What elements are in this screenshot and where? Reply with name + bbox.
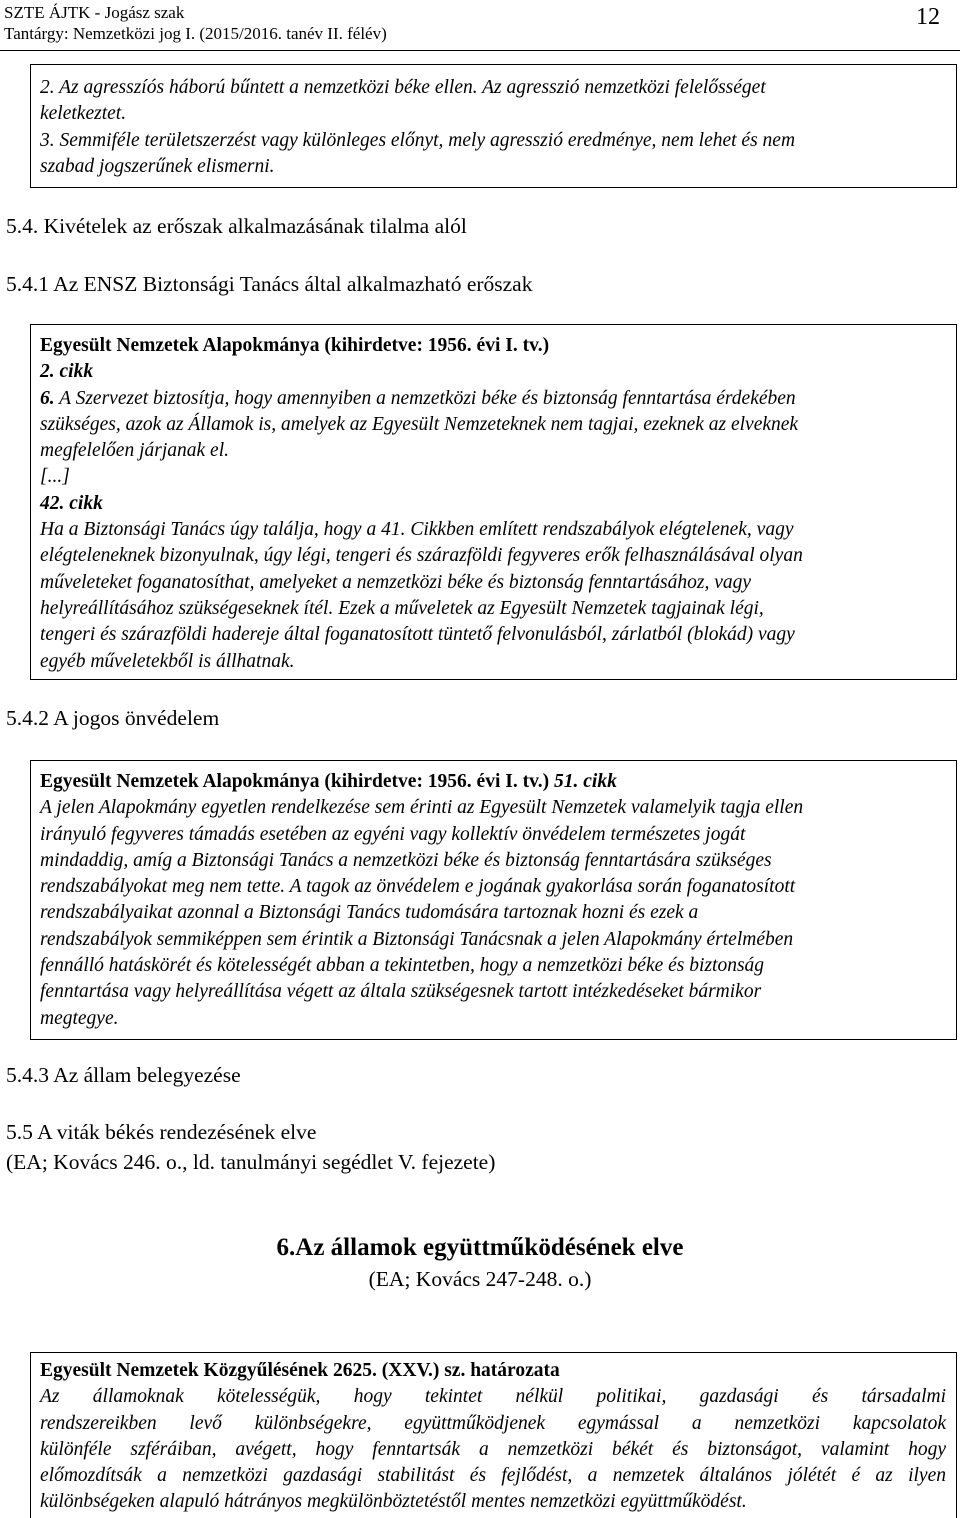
charter-title: Egyesült Nemzetek Alapokmánya (kihirdetve: 1956. évi I. tv.): [40, 771, 550, 792]
charter-title-line: [40, 769, 946, 795]
box-line: A Szervezet biztosítja, hogy amennyiben a nemzetközi béke és biztonság fenntartása érdekében: [54, 387, 796, 409]
quote-box-ga-resolution-2625: [30, 1352, 957, 1518]
article-42-text: [40, 517, 946, 675]
chapter-6-reference: (EA; Kovács 247-248. o.): [368, 1267, 592, 1291]
article-2-para-6: [40, 386, 946, 465]
box-line: megtegye.: [40, 1007, 119, 1029]
para-number: 6.: [40, 387, 55, 409]
article-51-text: [40, 795, 946, 1032]
box-line: szükséges, azok az Államok is, amelyek az Egyesült Nemzeteknek nem tagjai, ezeknek az elveknek: [40, 413, 799, 435]
article-51-label: 51. cikk: [554, 771, 617, 792]
box-line: különféle szféráiban, avégett, hogy fenntartsák a nemzetközi békét és biztonságot, valamint hogy: [40, 1438, 946, 1460]
box-line: egyéb műveletekből is állhatnak.: [40, 650, 295, 672]
box-line: megfelelően járjanak el.: [40, 440, 229, 462]
box-line: A jelen Alapokmány egyetlen rendelkezése sem érinti az Egyesült Nemzetek valamelyik tagja ellen: [40, 797, 804, 819]
box-line: tengeri és szárazföldi hadereje által foganatosított tüntető felvonulásból, zárlatból (blokád) vagy: [40, 624, 795, 646]
box-line: különbségeken alapuló hátrányos megkülönböztetéstől mentes nemzetközi együttműködést.: [40, 1491, 747, 1513]
box-line: irányuló fegyveres támadás esetében az egyéni vagy kollektív önvédelem természetes jogát: [40, 823, 746, 845]
resolution-text: [40, 1384, 946, 1515]
section-heading-5-4-2: 5.4.2 A jogos önvédelem: [6, 706, 220, 730]
box-line: szabad jogszerűnek elismerni.: [40, 155, 275, 177]
header-divider: [0, 50, 960, 51]
ellipsis: [...]: [40, 466, 70, 488]
box-line: előmozdítsák a nemzetközi gazdasági stabilitást és fejlődést, a nemzetek általános jólétét é az ilyen: [40, 1465, 946, 1487]
box-line: elégteleneknek bizonyulnak, úgy légi, tengeri és szárazföldi fegyveres erők felhasználásával olyan: [40, 545, 803, 567]
box-line: rendszabályokat meg nem tette. A tagok az önvédelem e jogának gyakorlása során foganatosított: [40, 876, 796, 898]
quote-box-un-charter-article-51: [30, 760, 957, 1040]
box-line: fennálló hatáskörét és kötelességét abban a tekintetben, hogy a nemzetközi béke és biztonság: [40, 955, 765, 977]
resolution-title: Egyesült Nemzetek Közgyűlésének 2625. (XXV.) sz. határozata: [40, 1360, 560, 1381]
header-subject: Tantárgy: Nemzetközi jog I. (2015/2016. tanév II. félév): [4, 24, 387, 43]
charter-title: Egyesült Nemzetek Alapokmánya (kihirdetve: 1956. évi I. tv.): [40, 335, 550, 356]
box-line: rendszabályaikat azonnal a Biztonsági Tanács tudomására tartoznak hozni és ezek a: [40, 902, 699, 924]
quote-box-un-charter-articles-2-42: [30, 324, 957, 680]
section-heading-5-4-3: 5.4.3 Az állam belegyezése: [6, 1063, 241, 1087]
box-line: rendszabályok semmiképpen sem érintik a Biztonsági Tanácsnak a jelen Alapokmány értelmében: [40, 928, 794, 950]
box-line: 3. Semmiféle területszerzést vagy különleges előnyt, mely agresszió eredménye, nem lehet és nem: [40, 129, 796, 151]
box-line: Ha a Biztonsági Tanács úgy találja, hogy a 41. Cikkben említett rendszabályok elégtelenek, vagy: [40, 519, 794, 541]
box-line: műveleteket foganatosíthat, amelyeket a nemzetközi béke és biztonság fenntartásához, vagy: [40, 571, 752, 593]
article-42-label: 42. cikk: [40, 492, 103, 514]
section-heading-5-4: 5.4. Kivételek az erőszak alkalmazásának tilalma alól: [6, 214, 467, 238]
article-2-label: 2. cikk: [40, 361, 94, 383]
box-line: Az államoknak kötelességük, hogy tekintet nélkül politikai, gazdasági és társadalmi: [40, 1386, 946, 1408]
quote-box-aggression: [30, 64, 957, 188]
box-line: 2. Az agresszíós háború bűntett a nemzetközi béke ellen. Az agresszió nemzetközi felelősséget: [40, 77, 766, 98]
box-line: helyreállításához szükségeseknek ítél. Ezek a műveletek az Egyesült Nemzetek tagjainak légi,: [40, 597, 764, 619]
box-line: mindaddig, amíg a Biztonsági Tanács a nemzetközi béke és biztonság fenntartására szükséges: [40, 849, 772, 871]
box-line: fenntartása vagy helyreállítása végett az általa szükségesnek tartott intézkedéseket bármikor: [40, 981, 762, 1003]
chapter-6-title: 6.Az államok együttműködésének elve: [276, 1234, 684, 1261]
header-course: SZTE ÁJTK - Jogász szak: [4, 3, 185, 22]
page-header: [4, 2, 387, 44]
section-heading-5-4-1: 5.4.1 Az ENSZ Biztonsági Tanács által alkalmazható erőszak: [6, 272, 533, 296]
page-number: 12: [916, 4, 940, 30]
box-line: keletkeztet.: [40, 103, 127, 125]
section-5-5-reference: (EA; Kovács 246. o., ld. tanulmányi segédlet V. fejezete): [6, 1150, 496, 1174]
box-line: rendszereikben levő különbségekre, együttműködjenek egymással a nemzetközi kapcsolatok: [40, 1412, 946, 1434]
section-heading-5-5: 5.5 A viták békés rendezésének elve: [6, 1120, 317, 1144]
